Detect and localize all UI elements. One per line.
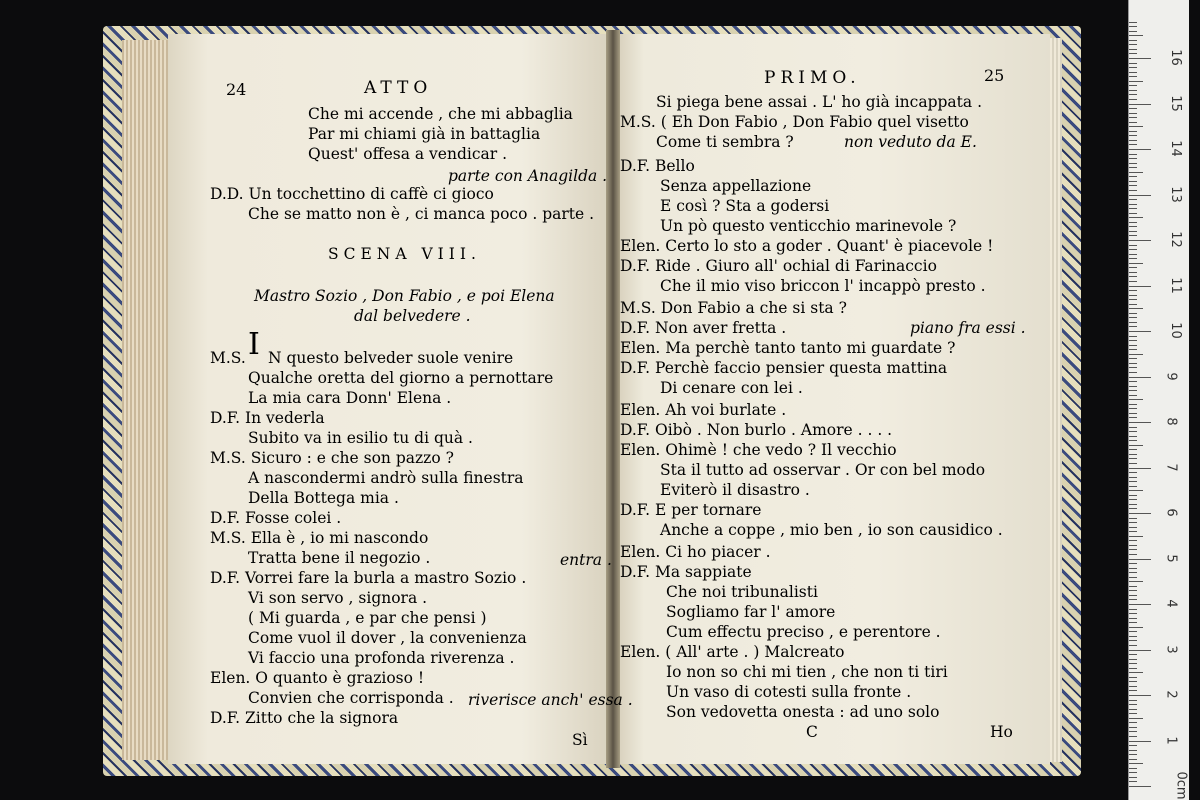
ruler-tick <box>1129 90 1137 91</box>
ruler-tick <box>1129 540 1137 541</box>
ruler-tick <box>1129 595 1137 596</box>
ruler-tick <box>1129 381 1137 382</box>
ruler-tick <box>1129 117 1137 118</box>
left-page-text-line: Tratta bene il negozio . <box>248 549 431 567</box>
right-page-text-line: Che il mio viso briccon l' incappò presto . <box>660 277 986 295</box>
right-page-text-line: D.F. Bello <box>620 157 695 175</box>
right-page-text-line: M.S. Don Fabio a che si sta ? <box>620 299 847 317</box>
ruler-tick <box>1129 235 1137 236</box>
left-page-text-line: N questo belveder suole venire <box>268 349 514 367</box>
left-page-number: 24 <box>226 80 247 99</box>
right-page-text-line: Elen. Ah voi burlate . <box>620 401 787 419</box>
ruler-label: 7 <box>1163 462 1179 472</box>
right-page-text-line: Elen. ( All' arte . ) Malcreato <box>620 643 845 661</box>
left-page-text-line: riverisce anch' essa . <box>468 691 633 709</box>
ruler-tick <box>1129 477 1137 478</box>
ruler-tick <box>1129 204 1137 205</box>
right-page-text-line: Elen. Ci ho piacer . <box>620 543 771 561</box>
ruler-tick <box>1129 513 1151 514</box>
right-page-text-line: Che noi tribunalisti <box>666 583 818 601</box>
ruler-tick <box>1129 53 1137 54</box>
right-page-text-line: D.F. Ma sappiate <box>620 563 752 581</box>
right-page-text-line: D.F. Perchè faccio pensier questa mattina <box>620 359 948 377</box>
ruler-tick <box>1129 195 1151 196</box>
right-page-text-line: Un pò questo venticchio marinevole ? <box>660 217 957 235</box>
left-page-text-line: SCENA VIII. <box>328 245 481 263</box>
right-running-head: PRIMO. <box>764 68 861 88</box>
signature-mark: C <box>806 723 818 741</box>
ruler-tick <box>1129 326 1137 327</box>
ruler-tick <box>1129 759 1137 760</box>
ruler-tick <box>1129 613 1137 614</box>
ruler-label: 2 <box>1163 690 1179 699</box>
right-page-text-line: Son vedovetta onesta : ad uno solo <box>666 703 940 721</box>
ruler-tick <box>1129 727 1137 728</box>
left-page-text-line: Qualche oretta del giorno a pernottare <box>248 369 554 387</box>
left-page-text-line: Mastro Sozio , Don Fabio , e poi Elena <box>254 287 555 305</box>
ruler-label: 10 <box>1167 322 1183 339</box>
ruler-tick <box>1129 126 1143 127</box>
ruler-tick <box>1129 700 1137 701</box>
ruler-tick <box>1129 681 1137 682</box>
ruler-tick <box>1129 631 1137 632</box>
ruler-tick <box>1129 581 1143 582</box>
ruler-tick <box>1129 185 1137 186</box>
ruler-tick <box>1129 172 1143 173</box>
ruler-tick <box>1129 213 1137 214</box>
ruler-tick <box>1129 163 1137 164</box>
left-page-text-line: M.S. Ella è , io mi nascondo <box>210 529 429 547</box>
page-block-edge-right <box>1048 38 1062 762</box>
ruler-tick <box>1129 440 1137 441</box>
ruler-tick <box>1129 363 1137 364</box>
right-page-text-line: Elen. Certo lo sto a goder . Quant' è piacevole ! <box>620 237 994 255</box>
ruler-tick <box>1129 577 1137 578</box>
right-page-text-line: Senza appellazione <box>660 177 812 195</box>
ruler-tick <box>1129 640 1137 641</box>
ruler-tick <box>1129 777 1137 778</box>
ruler-tick <box>1129 481 1137 482</box>
ruler-tick <box>1129 122 1137 123</box>
ruler-tick <box>1129 754 1137 755</box>
ruler-tick <box>1129 377 1151 378</box>
ruler-tick <box>1129 390 1137 391</box>
ruler-tick <box>1129 431 1137 432</box>
ruler-tick <box>1129 26 1137 27</box>
ruler-tick <box>1129 40 1137 41</box>
right-page-text-line: D.F. E per tornare <box>620 501 762 519</box>
ruler-tick <box>1129 763 1143 764</box>
ruler-tick <box>1129 599 1137 600</box>
ruler-tick <box>1129 336 1137 337</box>
right-page-text-line: non veduto da E. <box>844 133 977 151</box>
ruler-label: 8 <box>1163 417 1179 426</box>
ruler-tick <box>1129 586 1137 587</box>
ruler-tick <box>1129 286 1151 287</box>
ruler-tick <box>1129 399 1143 400</box>
ruler-tick <box>1129 672 1143 673</box>
ruler-tick <box>1129 472 1137 473</box>
ruler-tick <box>1129 395 1137 396</box>
ruler-tick <box>1129 536 1143 537</box>
ruler-tick <box>1129 731 1137 732</box>
ruler-tick <box>1129 781 1137 782</box>
ruler-tick <box>1129 527 1137 528</box>
ruler-tick <box>1129 690 1137 691</box>
left-page-text-line: parte con Anagilda . <box>448 167 608 185</box>
right-page-text-line: E così ? Sta a godersi <box>660 197 830 215</box>
ruler-label: 0cm <box>1173 771 1189 800</box>
left-page-text-line: Elen. O quanto è grazioso ! <box>210 669 425 687</box>
ruler-tick <box>1129 367 1137 368</box>
ruler-tick <box>1129 140 1137 141</box>
ruler-label: 11 <box>1167 276 1183 294</box>
left-page-text-line: Che se matto non è , ci manca poco . parte . <box>248 205 595 223</box>
ruler-tick <box>1129 427 1137 428</box>
ruler-tick <box>1129 404 1137 405</box>
ruler-tick <box>1129 249 1137 250</box>
ruler-tick <box>1129 295 1137 296</box>
left-page-text-line: D.F. In vederla <box>210 409 325 427</box>
right-page-text-line: Anche a coppe , mio ben , io son causidico . <box>660 521 1003 539</box>
ruler-tick <box>1129 358 1137 359</box>
ruler-tick <box>1129 436 1137 437</box>
ruler-tick <box>1129 445 1143 446</box>
ruler-label: 3 <box>1163 644 1179 654</box>
ruler-tick <box>1129 713 1137 714</box>
ruler-tick <box>1129 199 1137 200</box>
measuring-ruler <box>1128 0 1189 800</box>
ruler-tick <box>1129 340 1137 341</box>
ruler-tick <box>1129 772 1137 773</box>
ruler-tick <box>1129 313 1137 314</box>
ruler-tick <box>1129 499 1137 500</box>
right-page-text-line: Sta il tutto ad osservar . Or con bel modo <box>660 461 986 479</box>
right-page-text-line: Eviterò il disastro . <box>660 481 810 499</box>
ruler-tick <box>1129 563 1137 564</box>
ruler-tick <box>1129 531 1137 532</box>
ruler-tick <box>1129 413 1137 414</box>
ruler-tick <box>1129 718 1143 719</box>
right-page-text-line: Si piega bene assai . L' ho già incappata . <box>656 93 982 111</box>
ruler-tick <box>1129 422 1151 423</box>
ruler-tick <box>1129 686 1137 687</box>
ruler-tick <box>1129 63 1137 64</box>
ruler-tick <box>1129 44 1137 45</box>
left-page-text-line: Par mi chiami già in battaglia <box>308 125 541 143</box>
ruler-tick <box>1129 176 1137 177</box>
ruler-tick <box>1129 149 1151 150</box>
ruler-tick <box>1129 181 1137 182</box>
ruler-tick <box>1129 272 1137 273</box>
ruler-tick <box>1129 604 1151 605</box>
ruler-tick <box>1129 590 1137 591</box>
ruler-tick <box>1129 267 1137 268</box>
ruler-tick <box>1129 35 1143 36</box>
ruler-tick <box>1129 622 1137 623</box>
ruler-tick <box>1129 504 1137 505</box>
ruler-tick <box>1129 786 1151 787</box>
ruler-tick <box>1129 276 1137 277</box>
ruler-tick <box>1129 650 1151 651</box>
ruler-tick <box>1129 222 1137 223</box>
ruler-tick <box>1129 94 1137 95</box>
left-page-text-line: D.F. Fosse colei . <box>210 509 342 527</box>
ruler-tick <box>1129 299 1137 300</box>
ruler-tick <box>1129 154 1137 155</box>
ruler-tick <box>1129 349 1137 350</box>
right-page-text-line: M.S. ( Eh Don Fabio , Don Fabio quel visetto <box>620 113 969 131</box>
ruler-tick <box>1129 308 1143 309</box>
ruler-tick <box>1129 67 1137 68</box>
left-page-text-line: ( Mi guarda , e par che pensi ) <box>248 609 487 627</box>
ruler-tick <box>1129 518 1137 519</box>
ruler-tick <box>1129 281 1137 282</box>
left-page-text-line: Quest' offesa a vendicar . <box>308 145 508 163</box>
ruler-label: 15 <box>1167 94 1183 112</box>
ruler-tick <box>1129 549 1137 550</box>
right-page-text-line: Cum effectu preciso , e perentore . <box>666 623 941 641</box>
right-page-number: 25 <box>984 66 1005 85</box>
ruler-label: 16 <box>1167 49 1183 66</box>
left-page-text-line: entra . <box>560 551 612 569</box>
left-page-text-line: Come vuol il dover , la convenienza <box>248 629 527 647</box>
ruler-tick <box>1129 659 1137 660</box>
right-catchword: Ho <box>990 723 1013 741</box>
ruler-tick <box>1129 144 1137 145</box>
ruler-tick <box>1129 386 1137 387</box>
drop-cap: I <box>248 327 260 362</box>
ruler-tick <box>1129 208 1137 209</box>
ruler-tick <box>1129 81 1143 82</box>
right-page-text-line: Elen. Ma perchè tanto tanto mi guardate ? <box>620 339 956 357</box>
ruler-label: 13 <box>1167 185 1183 203</box>
ruler-tick <box>1129 254 1137 255</box>
ruler-tick <box>1129 695 1151 696</box>
left-page-text-line: D.F. Vorrei fare la burla a mastro Sozio . <box>210 569 527 587</box>
ruler-tick <box>1129 72 1137 73</box>
ruler-tick <box>1129 135 1137 136</box>
ruler-tick <box>1129 190 1137 191</box>
ruler-tick <box>1129 231 1137 232</box>
ruler-tick <box>1129 113 1137 114</box>
ruler-tick <box>1129 22 1137 23</box>
ruler-tick <box>1129 508 1137 509</box>
ruler-tick <box>1129 677 1137 678</box>
left-page-text-line: Vi son servo , signora . <box>248 589 428 607</box>
right-page-text-line: Sogliamo far l' amore <box>666 603 836 621</box>
ruler-tick <box>1129 108 1137 109</box>
ruler-tick <box>1129 627 1143 628</box>
ruler-tick <box>1129 245 1137 246</box>
ruler-label: 1 <box>1163 735 1179 745</box>
ruler-tick <box>1129 131 1137 132</box>
ruler-tick <box>1129 463 1137 464</box>
ruler-label: 4 <box>1163 599 1179 608</box>
right-page-text-line: Come ti sembra ? <box>656 133 794 151</box>
ruler-tick <box>1129 322 1137 323</box>
ruler-tick <box>1129 167 1137 168</box>
ruler-tick <box>1129 704 1137 705</box>
ruler-tick <box>1129 31 1137 32</box>
ruler-tick <box>1129 668 1137 669</box>
right-page-text-line: D.F. Non aver fretta . <box>620 319 787 337</box>
ruler-label: 12 <box>1167 231 1183 248</box>
ruler-tick <box>1129 663 1137 664</box>
page-block-edge-left <box>122 40 170 760</box>
ruler-tick <box>1129 559 1151 560</box>
ruler-tick <box>1129 76 1137 77</box>
ruler-tick <box>1129 258 1137 259</box>
ruler-tick <box>1129 226 1137 227</box>
left-page-text-line: D.F. Zitto che la signora <box>210 709 399 727</box>
ruler-tick <box>1129 736 1137 737</box>
ruler-tick <box>1129 654 1137 655</box>
ruler-tick <box>1129 722 1137 723</box>
ruler-tick <box>1129 240 1151 241</box>
right-page-text-line: Io non so chi mi tien , che non ti tiri <box>666 663 948 681</box>
ruler-tick <box>1129 331 1151 332</box>
left-page-text-line: M.S. Sicuro : e che son pazzo ? <box>210 449 454 467</box>
left-page-text-line: La mia cara Donn' Elena . <box>248 389 452 407</box>
ruler-tick <box>1129 572 1137 573</box>
left-running-head: ATTO <box>364 78 433 98</box>
ruler-tick <box>1129 618 1137 619</box>
right-page-text-line: Un vaso di cotesti sulla fronte . <box>666 683 912 701</box>
left-page-text-line: Che mi accende , che mi abbaglia <box>308 105 573 123</box>
ruler-label: 14 <box>1167 140 1183 157</box>
left-page-text-line: Subito va in esilio tu di quà . <box>248 429 473 447</box>
ruler-tick <box>1129 317 1137 318</box>
ruler-tick <box>1129 741 1151 742</box>
ruler-tick <box>1129 458 1137 459</box>
ruler-tick <box>1129 568 1137 569</box>
left-catchword: Sì <box>572 731 588 749</box>
ruler-tick <box>1129 495 1137 496</box>
left-page-text-line: Della Bottega mia . <box>248 489 399 507</box>
right-page-text-line: D.F. Ride . Giuro all' ochial di Farinaccio <box>620 257 937 275</box>
left-page-text-line: M.S. <box>210 349 246 367</box>
right-page-text-line: piano fra essi . <box>910 319 1026 337</box>
ruler-tick <box>1129 449 1137 450</box>
left-page-text-line: A nascondermi andrò sulla finestra <box>248 469 524 487</box>
ruler-tick <box>1129 609 1137 610</box>
ruler-tick <box>1129 345 1137 346</box>
ruler-tick <box>1129 454 1137 455</box>
book-gutter <box>606 30 620 768</box>
ruler-tick <box>1129 417 1137 418</box>
ruler-tick <box>1129 290 1137 291</box>
ruler-tick <box>1129 486 1137 487</box>
right-page-text-line: Di cenare con lei . <box>660 379 803 397</box>
ruler-tick <box>1129 304 1137 305</box>
ruler-tick <box>1129 768 1137 769</box>
ruler-tick <box>1129 750 1137 751</box>
ruler-tick <box>1129 263 1143 264</box>
ruler-tick <box>1129 490 1143 491</box>
ruler-tick <box>1129 745 1137 746</box>
ruler-tick <box>1129 58 1151 59</box>
ruler-tick <box>1129 104 1151 105</box>
ruler-tick <box>1129 408 1137 409</box>
ruler-tick <box>1129 709 1137 710</box>
ruler-tick <box>1129 85 1137 86</box>
ruler-tick <box>1129 158 1137 159</box>
ruler-tick <box>1129 554 1137 555</box>
ruler-tick <box>1129 636 1137 637</box>
left-page-text-line: Convien che corrisponda . <box>248 689 454 707</box>
ruler-tick <box>1129 354 1143 355</box>
left-page-text-line: D.D. Un tocchettino di caffè ci gioco <box>210 185 494 203</box>
ruler-label: 6 <box>1163 508 1179 517</box>
ruler-tick <box>1129 468 1151 469</box>
left-page-text-line: dal belvedere . <box>354 307 471 325</box>
left-page-text-line: Vi faccio una profonda riverenza . <box>248 649 515 667</box>
ruler-label: 9 <box>1163 371 1179 381</box>
ruler-tick <box>1129 545 1137 546</box>
right-page-text-line: Elen. Ohimè ! che vedo ? Il vecchio <box>620 441 897 459</box>
ruler-tick <box>1129 372 1137 373</box>
ruler-label: 5 <box>1163 553 1179 563</box>
ruler-tick <box>1129 522 1137 523</box>
ruler-tick <box>1129 99 1137 100</box>
ruler-tick <box>1129 645 1137 646</box>
ruler-tick <box>1129 217 1143 218</box>
right-page-text-line: D.F. Oibò . Non burlo . Amore . . . . <box>620 421 893 439</box>
ruler-tick <box>1129 49 1137 50</box>
